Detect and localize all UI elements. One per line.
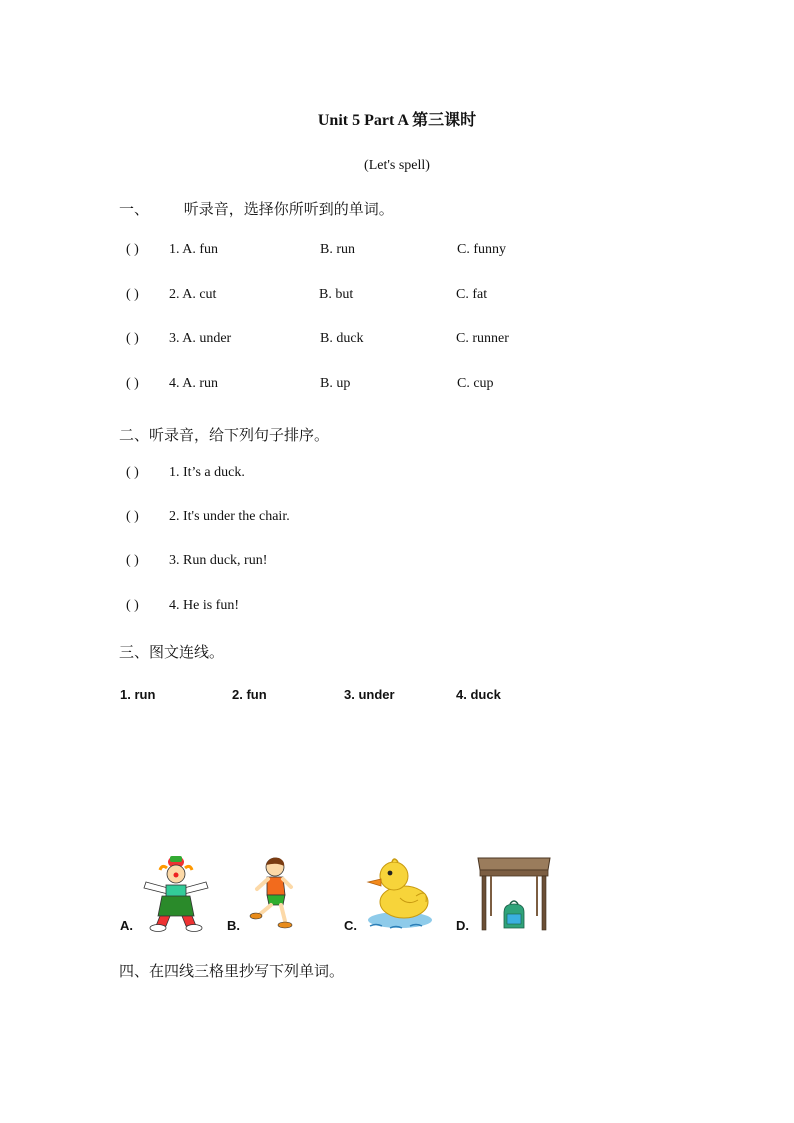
option-a: 2. A. cut bbox=[169, 287, 217, 302]
match-word[interactable]: 3. under bbox=[344, 687, 395, 702]
section1-heading bbox=[119, 198, 394, 219]
answer-blank[interactable]: ( ) bbox=[126, 331, 139, 346]
option-c: C. cup bbox=[457, 376, 494, 391]
picture-label: D. bbox=[456, 918, 469, 933]
table-with-bag-icon[interactable] bbox=[476, 852, 552, 932]
option-b: B. up bbox=[320, 376, 351, 391]
sentence-text: 1. It’s a duck. bbox=[169, 465, 245, 480]
answer-blank[interactable]: ( ) bbox=[126, 287, 139, 302]
answer-blank[interactable]: ( ) bbox=[126, 376, 139, 391]
order-blank[interactable]: ( ) bbox=[126, 598, 139, 613]
duck-icon[interactable] bbox=[364, 852, 436, 932]
page-title: Unit 5 Part A 第三课时 bbox=[317, 112, 477, 129]
section4-heading: 四、在四线三格里抄写下列单词。 bbox=[119, 962, 345, 980]
sentence-text: 2. It's under the chair. bbox=[169, 509, 290, 524]
sentence-text: 3. Run duck, run! bbox=[169, 553, 268, 568]
picture-label: B. bbox=[227, 918, 240, 933]
match-word[interactable]: 2. fun bbox=[232, 687, 267, 702]
section1-heading-num: 一、 bbox=[119, 200, 150, 218]
order-blank[interactable]: ( ) bbox=[126, 509, 139, 524]
order-blank[interactable]: ( ) bbox=[126, 553, 139, 568]
answer-blank[interactable]: ( ) bbox=[126, 242, 139, 257]
option-c: C. fat bbox=[456, 287, 488, 302]
option-c: C. funny bbox=[457, 242, 506, 257]
section2-heading: 二、听录音，给下列句子排序。 bbox=[119, 426, 330, 444]
running-boy-icon[interactable] bbox=[247, 855, 297, 931]
option-a: 3. A. under bbox=[169, 331, 232, 346]
page-subtitle: (Let's spell) bbox=[364, 158, 430, 173]
section1-heading-text: 听录音，选择你所听到的单词。 bbox=[183, 200, 394, 218]
picture-label: A. bbox=[120, 918, 133, 933]
section3-heading: 三、图文连线。 bbox=[119, 643, 225, 661]
match-word[interactable]: 4. duck bbox=[456, 687, 501, 702]
option-a: 1. A. fun bbox=[169, 242, 218, 257]
option-a: 4. A. run bbox=[169, 376, 218, 391]
option-b: B. run bbox=[320, 242, 355, 257]
order-blank[interactable]: ( ) bbox=[126, 465, 139, 480]
sentence-text: 4. He is fun! bbox=[169, 598, 239, 613]
picture-label: C. bbox=[344, 918, 357, 933]
option-b: B. but bbox=[319, 287, 354, 302]
option-b: B. duck bbox=[320, 331, 364, 346]
clown-icon[interactable] bbox=[140, 852, 212, 932]
option-c: C. runner bbox=[456, 331, 509, 346]
match-word[interactable]: 1. run bbox=[120, 687, 156, 702]
